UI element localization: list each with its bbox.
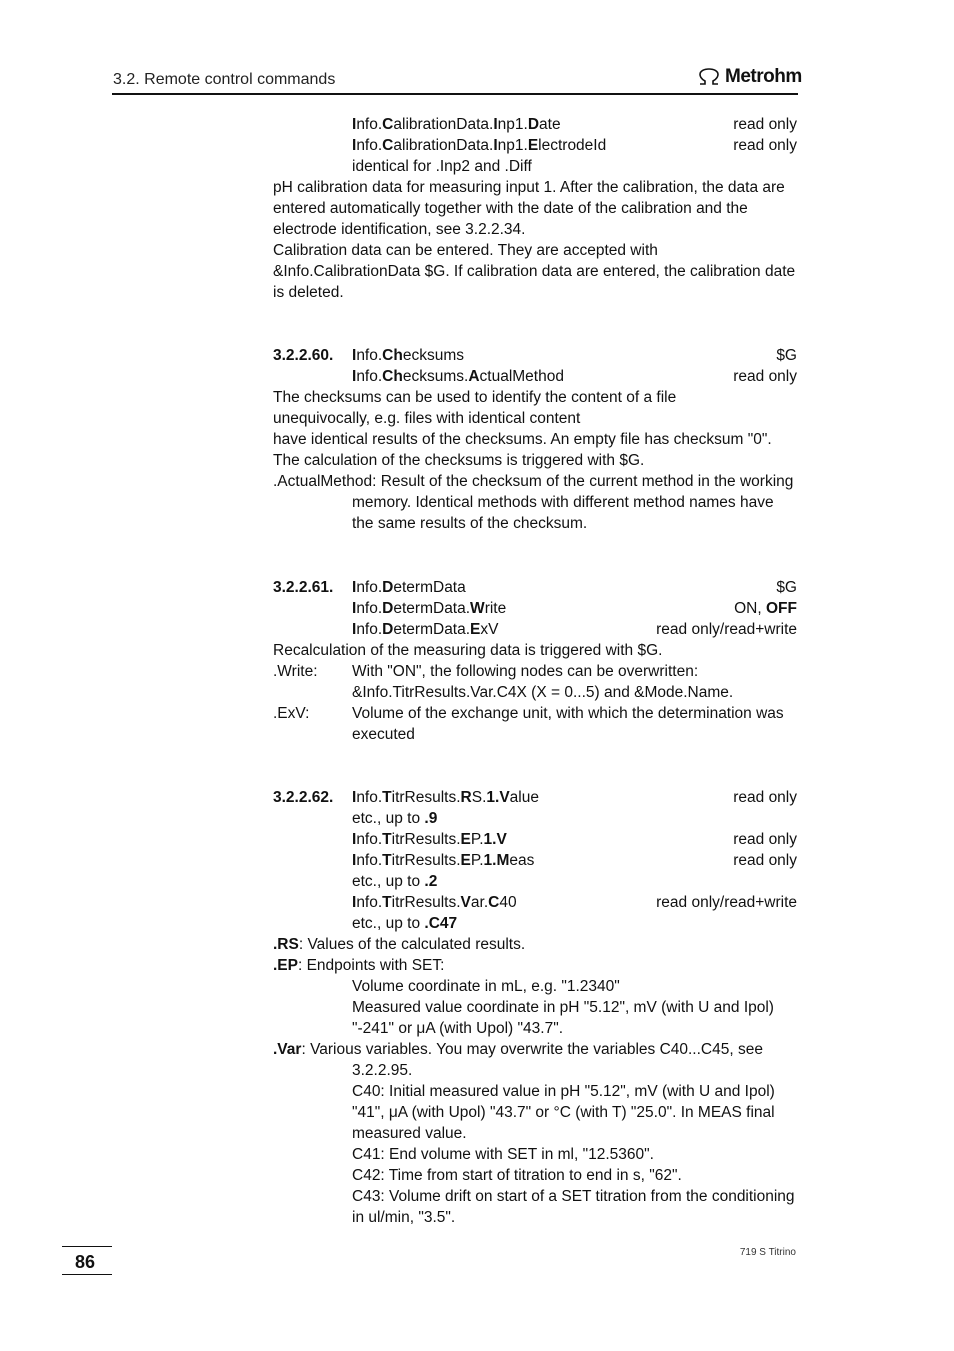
section-number: 3.2.2.62. — [273, 789, 334, 806]
upto-text: etc., up to .9 — [352, 810, 438, 827]
exv-item — [273, 703, 797, 745]
var-ref-text: 3.2.2.95. — [352, 1062, 413, 1079]
actual-method-label: .ActualMethod: Result of the checksum of the current method in the working — [273, 473, 794, 490]
command-row — [273, 135, 797, 156]
command-row — [273, 598, 797, 619]
exv-label: .ExV: — [273, 705, 310, 722]
upto-text: etc., up to .2 — [352, 873, 438, 890]
omega-logo-icon — [697, 68, 721, 86]
c42-text: C42: Time from start of titration to end in s, "62". — [352, 1167, 682, 1184]
command-name: Info.Checksums — [352, 347, 464, 364]
upto-text: etc., up to .C47 — [352, 915, 458, 932]
command-row — [273, 892, 797, 913]
note-row — [273, 156, 797, 177]
access-mode: read only — [733, 852, 797, 869]
paragraph: pH calibration data for measuring input 1. After the calibration, the data are entered automatically together with the date of the calibration and the electrode identification, see 3.2.2.34. — [273, 179, 785, 238]
ep-volume-text: Volume coordinate in mL, e.g. "1.2340" — [352, 978, 620, 995]
section-header-title: 3.2. Remote control commands — [113, 71, 336, 88]
paragraph: Calibration data can be entered. They are accepted with &Info.CalibrationData $G. If calibration data are entered, the calibration date is deleted. — [273, 242, 796, 301]
section-number: 3.2.2.60. — [273, 347, 334, 364]
ep-measured-text: Measured value coordinate in pH "5.12", mV (with U and Ipol) "-241" or μA (with Upol) "43.7". — [352, 999, 774, 1037]
brand-name: Metrohm — [725, 66, 802, 87]
write-item — [273, 661, 797, 703]
c43-text: C43: Volume drift on start of a SET titration from the conditioning in ul/min, "3.5". — [352, 1188, 795, 1226]
access-mode: read only/read+write — [656, 894, 797, 911]
command-row — [273, 619, 797, 640]
actual-method-text: memory. Identical methods with different method names have the same results of the checksum. — [352, 494, 774, 532]
access-mode: read only — [733, 116, 797, 133]
command-name: Info.Checksums.ActualMethod — [352, 368, 564, 385]
var-item: .Var: Various variables. You may overwrite the variables C40...C45, see — [273, 1041, 763, 1058]
c40-text: C40: Initial measured value in pH "5.12", mV (with U and Ipol) "41", μA (with Upol) "43.7" or °C (with T) "25.0". In MEAS final measured value. — [352, 1083, 775, 1142]
spacer — [273, 303, 797, 345]
access-mode: $G — [776, 579, 797, 596]
command-name: Info.TitrResults.Var.C40 — [352, 894, 517, 911]
write-label: .Write: — [273, 663, 318, 680]
upto-row — [273, 913, 797, 934]
access-mode: read only — [733, 789, 797, 806]
rs-item: .RS: Values of the calculated results. — [273, 936, 526, 953]
page-number: 86 — [75, 1252, 96, 1272]
access-mode: $G — [776, 347, 797, 364]
access-mode: ON, OFF — [734, 600, 797, 617]
command-row — [273, 114, 797, 135]
command-name: Info.TitrResults.RS.1.Value — [352, 789, 539, 806]
footer-rule — [62, 1246, 112, 1247]
document-body — [273, 114, 797, 1228]
footer-rule — [62, 1274, 112, 1275]
command-row — [273, 577, 797, 598]
access-mode: read only — [733, 137, 797, 154]
command-row — [273, 829, 797, 850]
spacer — [273, 745, 797, 787]
c41-text: C41: End volume with SET in ml, "12.5360". — [352, 1146, 654, 1163]
upto-row — [273, 808, 797, 829]
product-name: 719 S Titrino — [739, 1247, 796, 1258]
paragraph: The checksums can be used to identify the content of a file unequivocally, e.g. files with identical content — [273, 389, 677, 427]
command-row — [273, 366, 797, 387]
section-number: 3.2.2.61. — [273, 579, 334, 596]
command-row — [273, 787, 797, 808]
header-rule — [112, 93, 798, 95]
command-name: Info.CalibrationData.Inp1.ElectrodeId — [352, 137, 607, 154]
command-name: Info.CalibrationData.Inp1.Date — [352, 116, 561, 133]
access-mode: read only — [733, 831, 797, 848]
command-name: Info.TitrResults.EP.1.V — [352, 831, 507, 848]
ep-item: .EP: Endpoints with SET: — [273, 957, 445, 974]
identical-note: identical for .Inp2 and .Diff — [352, 158, 532, 175]
paragraph: have identical results of the checksums. An empty file has checksum "0". The calculation of the checksums is triggered with $G. — [273, 431, 772, 469]
brand-logo — [697, 66, 802, 88]
command-row — [273, 850, 797, 871]
write-text: With "ON", the following nodes can be overwritten: &Info.TitrResults.Var.C4X (X = 0...5) and &Mode.Name. — [352, 663, 734, 701]
access-mode: read only/read+write — [656, 621, 797, 638]
command-name: Info.DetermData.ExV — [352, 621, 499, 638]
spacer — [273, 534, 797, 577]
command-name: Info.DetermData.Write — [352, 600, 507, 617]
command-row — [273, 345, 797, 366]
paragraph: Recalculation of the measuring data is triggered with $G. — [273, 642, 663, 659]
command-name: Info.TitrResults.EP.1.Meas — [352, 852, 535, 869]
exv-text: Volume of the exchange unit, with which the determination was executed — [352, 705, 784, 743]
access-mode: read only — [733, 368, 797, 385]
command-name: Info.DetermData — [352, 579, 466, 596]
upto-row — [273, 871, 797, 892]
